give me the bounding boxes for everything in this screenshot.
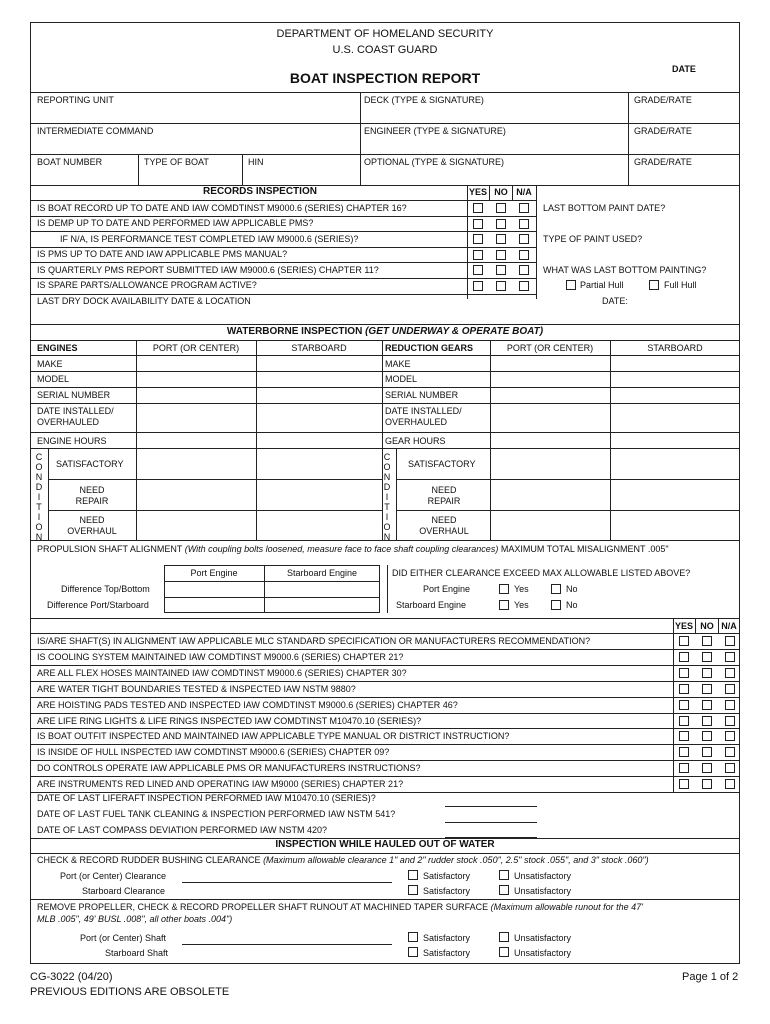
hin-label: HIN [248, 157, 264, 167]
records-q5-no-checkbox[interactable] [496, 265, 506, 275]
waterborne-title: WATERBORNE INSPECTION [226, 326, 363, 337]
check-q2-yes-checkbox[interactable] [679, 652, 689, 662]
check-question-9: DO CONTROLS OPERATE IAW APPLICABLE PMS OR MANUFACTURERS INSTRUCTIONS? [37, 763, 421, 774]
records-q3-no-checkbox[interactable] [496, 234, 506, 244]
gear-model-label: MODEL [385, 374, 418, 384]
port-clearance-satisfactory-checkbox[interactable] [408, 870, 418, 880]
divider [48, 479, 382, 480]
condition-letter: I [37, 492, 41, 502]
condition-letter: N [35, 532, 43, 542]
need-text: NEED [431, 515, 457, 525]
form-title: BOAT INSPECTION REPORT [289, 70, 481, 86]
port-shaft-label: Port (or Center) Shaft [80, 933, 167, 943]
rudder-lead: CHECK & RECORD RUDDER BUSHING CLEARANCE [37, 855, 261, 865]
divider [30, 324, 740, 325]
need-text: NEED [79, 515, 105, 525]
check-q7-yes-checkbox[interactable] [679, 731, 689, 741]
agency-name: U.S. COAST GUARD [332, 44, 438, 56]
divider [396, 479, 740, 480]
divider [136, 340, 137, 540]
grade-rate-label: GRADE/RATE [634, 126, 692, 136]
divider [30, 154, 740, 155]
check-q2-na-checkbox[interactable] [725, 652, 735, 662]
records-q1-na-checkbox[interactable] [519, 203, 529, 213]
yes-column-header: YES [468, 187, 487, 197]
engine-date-installed-label: DATE INSTALLED/ [37, 406, 114, 416]
port-shaft-line[interactable] [182, 944, 392, 945]
difference-port-starboard-label: Difference Port/Starboard [47, 600, 149, 610]
divider [360, 92, 361, 185]
gear-need-overhaul-label [398, 515, 490, 537]
records-q4-na-checkbox[interactable] [519, 250, 529, 260]
condition-letter: N [383, 472, 391, 482]
divider [30, 262, 536, 263]
grade-rate-label: GRADE/RATE [634, 157, 692, 167]
alignment-lead: PROPULSION SHAFT ALIGNMENT [37, 544, 183, 554]
engine-starboard-header: STARBOARD [291, 343, 347, 353]
check-q6-no-checkbox[interactable] [702, 716, 712, 726]
records-question-3: IF N/A, IS PERFORMANCE TEST COMPLETED IAW M9000.6 (SERIES)? [60, 234, 359, 244]
propeller-instruction [37, 902, 643, 913]
check-question-5: ARE HOISTING PADS TESTED AND INSPECTED IAW COMDTINST M9000.6 (SERIES) CHAPTER 46? [37, 699, 458, 710]
check-q3-na-checkbox[interactable] [725, 668, 735, 678]
engine-need-overhaul-label [48, 515, 136, 537]
liferaft-date-line[interactable] [445, 806, 537, 807]
divider [30, 216, 536, 217]
engines-header: ENGINES [37, 343, 78, 353]
overhaul-text: OVERHAUL [67, 526, 117, 536]
records-q4-yes-checkbox[interactable] [473, 250, 483, 260]
records-question-5: IS QUARTERLY PMS REPORT SUBMITTED IAW M9000.6 (SERIES) CHAPTER 11? [37, 265, 379, 275]
check-q10-na-checkbox[interactable] [725, 779, 735, 789]
divider [387, 565, 388, 613]
check-question-8: IS INSIDE OF HULL INSPECTED IAW COMDTINST M9000.6 (SERIES) CHAPTER 09? [37, 747, 390, 758]
starboard-exceed-yes-checkbox[interactable] [499, 600, 509, 610]
checks-yes-header: YES [674, 621, 693, 631]
starboard-exceed-yes-label: Yes [514, 600, 529, 610]
overhaul-text: OVERHAUL [419, 526, 469, 536]
condition-letter: D [35, 482, 43, 492]
unsatisfactory-label: Unsatisfactory [514, 886, 572, 896]
waterborne-subtitle: (GET UNDERWAY & OPERATE BOAT) [365, 326, 544, 337]
port-exceed-yes-label: Yes [514, 584, 529, 594]
repair-text: REPAIR [75, 496, 109, 506]
records-q2-no-checkbox[interactable] [496, 219, 506, 229]
divider [30, 853, 740, 854]
port-clearance-line[interactable] [182, 882, 392, 883]
engine-condition-letters [32, 452, 46, 542]
starboard-exceed-no-checkbox[interactable] [551, 600, 561, 610]
starboard-exceed-no-label: No [566, 600, 578, 610]
unsatisfactory-label: Unsatisfactory [514, 948, 572, 958]
engine-model-label: MODEL [37, 374, 70, 384]
port-clearance-label: Port (or Center) Clearance [60, 871, 167, 881]
full-hull-label: Full Hull [664, 280, 697, 290]
divider [396, 448, 397, 540]
check-q8-na-checkbox[interactable] [725, 747, 735, 757]
records-q3-na-checkbox[interactable] [519, 234, 529, 244]
divider [489, 185, 490, 200]
divider [256, 340, 257, 540]
divider [382, 340, 383, 540]
propeller-instruction-cont: MLB .005", 49' BUSL .008", all other boats .004") [37, 914, 233, 924]
divider [164, 597, 380, 598]
exceed-starboard-engine-label: Starboard Engine [396, 600, 467, 610]
fuel-tank-date-question: DATE OF LAST FUEL TANK CLEANING & INSPECTION PERFORMED IAW NSTM 541? [37, 809, 396, 819]
divider [30, 697, 740, 698]
divider [30, 760, 740, 761]
condition-letter: D [383, 482, 391, 492]
condition-letter: C [35, 452, 43, 462]
no-column-header: NO [494, 187, 508, 197]
full-hull-checkbox[interactable] [649, 280, 659, 290]
grade-rate-label: GRADE/RATE [634, 95, 692, 105]
satisfactory-label: Satisfactory [423, 933, 471, 943]
engineer-signature-label: ENGINEER (TYPE & SIGNATURE) [364, 126, 506, 136]
form-number: CG-3022 (04/20) [30, 971, 113, 983]
prop-lead: REMOVE PROPELLER, CHECK & RECORD PROPELLER SHAFT RUNOUT AT MACHINED TAPER SURFACE [37, 902, 489, 912]
divider [695, 618, 696, 633]
port-exceed-no-label: No [566, 584, 578, 594]
last-bottom-painting-label: WHAT WAS LAST BOTTOM PAINTING? [543, 265, 707, 275]
check-q8-no-checkbox[interactable] [702, 747, 712, 757]
divider [30, 649, 740, 650]
check-q6-yes-checkbox[interactable] [679, 716, 689, 726]
divider [30, 713, 740, 714]
check-q1-no-checkbox[interactable] [702, 636, 712, 646]
records-q6-no-checkbox[interactable] [496, 281, 506, 291]
divider [30, 231, 536, 232]
partial-hull-checkbox[interactable] [566, 280, 576, 290]
na-column-header: N/A [516, 187, 532, 197]
divider [718, 618, 719, 633]
exceed-question: DID EITHER CLEARANCE EXCEED MAX ALLOWABLE LISTED ABOVE? [392, 568, 691, 578]
port-clearance-unsatisfactory-checkbox[interactable] [499, 870, 509, 880]
rudder-instruction [37, 855, 649, 866]
waterborne-section-title [150, 326, 620, 337]
records-q2-na-checkbox[interactable] [519, 219, 529, 229]
starboard-shaft-unsatisfactory-checkbox[interactable] [499, 947, 509, 957]
compass-date-question: DATE OF LAST COMPASS DEVIATION PERFORMED IAW NSTM 420? [37, 825, 328, 835]
divider [30, 278, 536, 279]
divider [536, 185, 537, 299]
starboard-clearance-unsatisfactory-checkbox[interactable] [499, 885, 509, 895]
check-question-3: ARE ALL FLEX HOSES MAINTAINED IAW COMDTINST M9000.6 (SERIES) CHAPTER 30? [37, 667, 407, 678]
records-q3-yes-checkbox[interactable] [473, 234, 483, 244]
divider [164, 581, 380, 582]
condition-letter: O [35, 462, 43, 472]
check-q5-na-checkbox[interactable] [725, 700, 735, 710]
intermediate-command-label: INTERMEDIATE COMMAND [37, 126, 154, 136]
fuel-tank-date-line[interactable] [445, 822, 537, 823]
optional-signature-label: OPTIONAL (TYPE & SIGNATURE) [364, 157, 505, 167]
divider [30, 681, 740, 682]
last-bottom-paint-date-label: LAST BOTTOM PAINT DATE? [543, 203, 666, 213]
condition-letter: O [383, 522, 391, 532]
divider [48, 448, 49, 540]
condition-letter: O [35, 522, 43, 532]
divider [30, 899, 740, 900]
gear-need-repair-label [398, 485, 490, 507]
divider [30, 728, 740, 729]
starboard-engine-header: Starboard Engine [286, 568, 358, 578]
check-question-6: ARE LIFE RING LIGHTS & LIFE RINGS INSPECTED IAW COMDTINST M10470.10 (SERIES)? [37, 715, 422, 726]
reduction-gears-header: REDUCTION GEARS [385, 343, 474, 353]
records-question-4: IS PMS UP TO DATE AND IAW APPLICABLE PMS MANUAL? [37, 249, 288, 259]
exceed-port-engine-label: Port Engine [423, 584, 471, 594]
boat-number-label: BOAT NUMBER [37, 157, 103, 167]
check-q10-no-checkbox[interactable] [702, 779, 712, 789]
records-q4-no-checkbox[interactable] [496, 250, 506, 260]
check-q6-na-checkbox[interactable] [725, 716, 735, 726]
divider [30, 633, 740, 634]
unsatisfactory-label: Unsatisfactory [514, 871, 572, 881]
divider [30, 200, 536, 201]
check-q1-yes-checkbox[interactable] [679, 636, 689, 646]
records-q1-yes-checkbox[interactable] [473, 203, 483, 213]
records-q5-na-checkbox[interactable] [519, 265, 529, 275]
divider [30, 185, 740, 186]
check-question-10: ARE INSTRUMENTS RED LINED AND OPERATING IAW M9000 (SERIES) CHAPTER 21? [37, 779, 404, 790]
engine-make-label: MAKE [37, 359, 63, 369]
checks-no-header: NO [700, 621, 714, 631]
obsolete-notice: PREVIOUS EDITIONS ARE OBSOLETE [30, 986, 230, 998]
divider [30, 665, 740, 666]
divider [30, 92, 740, 93]
engine-need-repair-label [48, 485, 136, 507]
need-text: NEED [79, 485, 105, 495]
form-page [30, 22, 740, 964]
condition-letter: I [385, 512, 389, 522]
divider [628, 92, 629, 185]
check-q4-no-checkbox[interactable] [702, 684, 712, 694]
check-q9-na-checkbox[interactable] [725, 763, 735, 773]
divider [467, 185, 468, 299]
check-q9-yes-checkbox[interactable] [679, 763, 689, 773]
divider [30, 123, 740, 124]
records-q5-yes-checkbox[interactable] [473, 265, 483, 275]
deck-signature-label: DECK (TYPE & SIGNATURE) [364, 95, 484, 105]
gear-satisfactory-label: SATISFACTORY [408, 459, 476, 469]
divider [396, 510, 740, 511]
check-q2-no-checkbox[interactable] [702, 652, 712, 662]
engine-satisfactory-label: SATISFACTORY [56, 459, 124, 469]
check-question-7: IS BOAT OUTFIT INSPECTED AND MAINTAINED IAW APPLICABLE TYPE MANUAL OR DISTRICT INSTRUCTION? [37, 731, 510, 742]
starboard-clearance-label: Starboard Clearance [82, 886, 166, 896]
prop-italic-1: (Maximum allowable runout for the 47' [490, 902, 643, 912]
divider [30, 618, 740, 619]
divider [490, 340, 491, 540]
check-q4-na-checkbox[interactable] [725, 684, 735, 694]
hauled-section-title: INSPECTION WHILE HAULED OUT OF WATER [275, 839, 495, 850]
check-q7-na-checkbox[interactable] [725, 731, 735, 741]
condition-letter: T [36, 502, 42, 512]
condition-letter: I [37, 512, 41, 522]
check-q7-no-checkbox[interactable] [702, 731, 712, 741]
type-of-paint-label: TYPE OF PAINT USED? [543, 234, 643, 244]
check-question-1: IS/ARE SHAFT(S) IN ALIGNMENT IAW APPLICABLE MLC STANDARD SPECIFICATION OR MANUFACTURERS RECOMMENDATION? [37, 636, 591, 646]
engine-port-header: PORT (OR CENTER) [152, 343, 240, 353]
starboard-clearance-satisfactory-checkbox[interactable] [408, 885, 418, 895]
engine-hours-label: ENGINE HOURS [37, 436, 107, 446]
check-q5-yes-checkbox[interactable] [679, 700, 689, 710]
condition-letter: O [383, 462, 391, 472]
condition-letter: T [384, 502, 390, 512]
rudder-italic: (Maximum allowable clearance 1" and 2" rudder stock .050", 2.5" stock .055", and 3" stock .060") [263, 855, 649, 865]
condition-letter: I [385, 492, 389, 502]
records-question-6: IS SPARE PARTS/ALLOWANCE PROGRAM ACTIVE? [37, 280, 257, 290]
check-q5-no-checkbox[interactable] [702, 700, 712, 710]
gear-hours-label: GEAR HOURS [385, 436, 446, 446]
check-q8-yes-checkbox[interactable] [679, 747, 689, 757]
difference-top-bottom-label: Difference Top/Bottom [61, 584, 150, 594]
propulsion-alignment-heading [37, 544, 669, 555]
checks-na-header: N/A [721, 621, 737, 631]
engine-serial-label: SERIAL NUMBER [37, 390, 111, 400]
unsatisfactory-label: Unsatisfactory [514, 933, 572, 943]
gear-date-installed-label: DATE INSTALLED/ [385, 406, 462, 416]
check-q3-no-checkbox[interactable] [702, 668, 712, 678]
port-exceed-yes-checkbox[interactable] [499, 584, 509, 594]
divider [610, 340, 611, 540]
department-name: DEPARTMENT OF HOMELAND SECURITY [276, 28, 494, 40]
type-of-boat-label: TYPE OF BOAT [144, 157, 209, 167]
engine-overhauled-label: OVERHAULED [37, 417, 100, 427]
need-text: NEED [431, 485, 457, 495]
check-question-4: ARE WATER TIGHT BOUNDARIES TESTED & INSPECTED IAW NSTM 9880? [37, 683, 356, 694]
page-number: Page 1 of 2 [682, 971, 739, 983]
reporting-unit-label: REPORTING UNIT [37, 95, 114, 105]
divider [48, 510, 382, 511]
alignment-italic: (With coupling bolts loosened, measure face to face shaft coupling clearances) [184, 544, 499, 554]
gear-serial-label: SERIAL NUMBER [385, 390, 459, 400]
starboard-shaft-label: Starboard Shaft [105, 948, 169, 958]
check-q9-no-checkbox[interactable] [702, 763, 712, 773]
gear-make-label: MAKE [385, 359, 411, 369]
condition-letter: N [35, 472, 43, 482]
divider [242, 154, 243, 185]
check-question-2: IS COOLING SYSTEM MAINTAINED IAW COMDTINST M9000.6 (SERIES) CHAPTER 21? [37, 651, 404, 662]
check-q10-yes-checkbox[interactable] [679, 779, 689, 789]
last-dry-dock-label: LAST DRY DOCK AVAILABILITY DATE & LOCATION [37, 296, 251, 306]
repair-text: REPAIR [427, 496, 461, 506]
check-q1-na-checkbox[interactable] [725, 636, 735, 646]
records-q6-yes-checkbox[interactable] [473, 281, 483, 291]
port-exceed-no-checkbox[interactable] [551, 584, 561, 594]
date-label: DATE [672, 64, 696, 74]
records-section-title: RECORDS INSPECTION [203, 186, 317, 197]
satisfactory-label: Satisfactory [423, 886, 471, 896]
gear-starboard-header: STARBOARD [647, 343, 703, 353]
satisfactory-label: Satisfactory [423, 871, 471, 881]
records-q6-na-checkbox[interactable] [519, 281, 529, 291]
alignment-tail: MAXIMUM TOTAL MISALIGNMENT .005" [500, 544, 669, 554]
liferaft-date-question: DATE OF LAST LIFERAFT INSPECTION PERFORMED IAW M10470.10 (SERIES)? [37, 793, 376, 803]
divider [30, 776, 740, 777]
divider [138, 154, 139, 185]
records-question-2: IS DEMP UP TO DATE AND PERFORMED IAW APPLICABLE PMS? [37, 218, 314, 228]
records-q2-yes-checkbox[interactable] [473, 219, 483, 229]
port-shaft-satisfactory-checkbox[interactable] [408, 932, 418, 942]
divider [512, 185, 513, 200]
records-question-1: IS BOAT RECORD UP TO DATE AND IAW COMDTINST M9000.6 (SERIES) CHAPTER 16? [37, 203, 407, 213]
gear-overhauled-label: OVERHAULED [385, 417, 448, 427]
divider [673, 618, 674, 792]
condition-letter: C [383, 452, 391, 462]
condition-letter: N [383, 532, 391, 542]
starboard-shaft-satisfactory-checkbox[interactable] [408, 947, 418, 957]
check-q4-yes-checkbox[interactable] [679, 684, 689, 694]
divider [30, 294, 536, 295]
port-engine-header: Port Engine [190, 568, 238, 578]
port-shaft-unsatisfactory-checkbox[interactable] [499, 932, 509, 942]
dry-dock-date-label: DATE: [602, 296, 628, 306]
records-q1-no-checkbox[interactable] [496, 203, 506, 213]
divider [30, 247, 536, 248]
satisfactory-label: Satisfactory [423, 948, 471, 958]
divider [30, 744, 740, 745]
gear-port-header: PORT (OR CENTER) [506, 343, 594, 353]
partial-hull-label: Partial Hull [580, 280, 624, 290]
check-q3-yes-checkbox[interactable] [679, 668, 689, 678]
